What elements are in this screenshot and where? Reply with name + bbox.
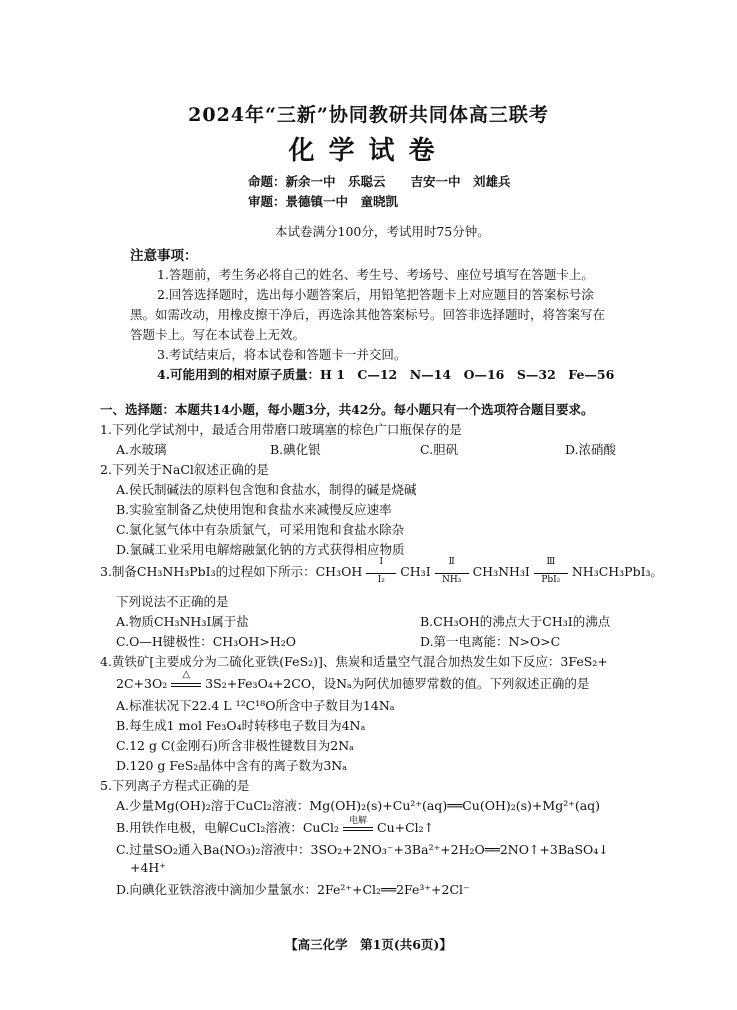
- q1-stem: 1.下列化学试剂中，最适合用带磨口玻璃塞的棕色广口瓶保存的是: [100, 422, 462, 437]
- q4-option-b: B.每生成1 mol Fe₃O₄时转移电子数目为4Nₐ: [116, 718, 366, 733]
- q3-option-c: C.O—H键极性：CH₃OH>H₂O: [116, 634, 296, 649]
- q4-heat-arrow: [171, 669, 201, 687]
- q3-arrow-2: [435, 557, 469, 585]
- q1-option-c: C.胆矾: [420, 442, 459, 457]
- authors-line-1: 命题：新余一中 乐聪云 吉安一中 刘雄兵: [248, 174, 511, 189]
- q1-option-d: D.浓硝酸: [565, 442, 617, 457]
- q3-option-d: D.第一电离能：N>O>C: [420, 634, 561, 649]
- q3-arrow-2-bottom: NH₃: [441, 575, 462, 585]
- q3-arrow-1-top: Ⅰ: [379, 557, 384, 567]
- q4-option-d: D.120 g FeS₂晶体中含有的离子数为3Nₐ: [116, 758, 348, 773]
- q5-option-c-line-2: +4H⁺: [130, 860, 166, 875]
- q5-option-d: D.向碘化亚铁溶液中滴加少量氯水：2Fe²⁺+Cl₂══2Fe³⁺+2Cl⁻: [116, 882, 470, 897]
- q3-stem-text: 3.制备CH₃NH₃PbI₃的过程如下所示：CH₃OH: [100, 564, 363, 579]
- notice-item-4: 4.可能用到的相对原子质量：H 1 C—12 N—14 O—16 S—32 Fe—56: [157, 367, 615, 382]
- q5-electrolysis-arrow: [343, 816, 373, 831]
- q3-arrow-3-bottom: PbI₂: [541, 575, 561, 585]
- notice-item-3: 3.考试结束后，将本试卷和答题卡一并交回。: [157, 347, 407, 362]
- q5-stem: 5.下列离子方程式正确的是: [100, 778, 250, 793]
- notice-heading: 注意事项：: [130, 248, 198, 264]
- subject-title: 化学试卷: [288, 136, 449, 166]
- page-footer: 【高三化学 第1页(共6页)】: [285, 937, 452, 952]
- section-heading: 一、选择题：本题共14小题，每小题3分，共42分。每小题只有一个选项符合题目要求。: [100, 402, 594, 417]
- q3-option-a: A.物质CH₃NH₃I属于盐: [116, 614, 249, 629]
- exam-info: 本试卷满分100分，考试用时75分钟。: [275, 224, 490, 239]
- q4-line-1: 4.黄铁矿[主要成分为二硫化亚铁(FeS₂)]、焦炭和适量空气混合加热发生如下反应：3FeS₂+: [100, 654, 608, 669]
- q4-option-a: A.标准状况下22.4 L ¹²C¹⁸O所含中子数目为14Nₐ: [116, 698, 395, 713]
- notice-item-2a: 2.回答选择题时，选出每小题答案后，用铅笔把答题卡上对应题目的答案标号涂: [157, 287, 594, 302]
- q3-arrow-3: [534, 557, 568, 585]
- q3-end: NH₃CH₃PbI₃。: [571, 564, 664, 579]
- q1-option-a: A.水玻璃: [116, 442, 167, 457]
- q4-line-2b: 3S₂+Fe₃O₄+2CO，设Nₐ为阿伏加德罗常数的值。下列叙述正确的是: [205, 676, 590, 691]
- q2-option-b: B.实验室制备乙炔使用饱和食盐水来减慢反应速率: [116, 502, 392, 517]
- authors-line-2: 审题：景德镇一中 童晓凯: [248, 194, 399, 209]
- q3-arrow-1-bottom: I₂: [377, 575, 385, 585]
- q4-line-2: [116, 669, 590, 692]
- q4-line-2a: 2C+3O₂: [116, 676, 168, 691]
- q2-option-c: C.氯化氢气体中有杂质氯气，可采用饱和食盐水除杂: [116, 522, 405, 537]
- q4-option-c: C.12 g C(金刚石)所含非极性键数目为2Nₐ: [116, 738, 354, 753]
- q5-option-b-pre: B.用铁作电极，电解CuCl₂溶液：CuCl₂: [116, 820, 340, 835]
- q2-option-d: D.氯碱工业采用电解熔融氯化钠的方式获得相应物质: [116, 542, 405, 557]
- q1-option-b: B.碘化银: [270, 442, 321, 457]
- q3-option-b: B.CH₃OH的沸点大于CH₃I的沸点: [420, 614, 611, 629]
- q5-electrolysis-label: 电解: [349, 816, 368, 826]
- q5-option-b-post: Cu+Cl₂↑: [377, 820, 435, 835]
- q3-stem: [100, 557, 664, 585]
- notice-item-1: 1.答题前，考生务必将自己的姓名、考生号、考场号、座位号填写在答题卡上。: [157, 267, 594, 282]
- q5-option-b: [116, 818, 434, 836]
- q3-arrow-2-top: Ⅱ: [448, 557, 455, 567]
- q2-option-a: A.侯氏制碱法的原料包含饱和食盐水，制得的碱是烧碱: [116, 482, 417, 497]
- exam-title: 2024年“三新”协同教研共同体高三联考: [188, 104, 549, 126]
- notice-item-2b: 黑。如需改动，用橡皮擦干净后，再选涂其他答案标号。回答非选择题时，将答案写在: [130, 307, 606, 322]
- q3-mid-1: CH₃I: [400, 564, 431, 579]
- q3-mid-2: CH₃NH₃I: [472, 564, 530, 579]
- q3-arrow-3-top: Ⅲ: [546, 557, 556, 567]
- notice-item-2c: 答题卡上。写在本试卷上无效。: [130, 327, 306, 342]
- q5-option-a: A.少量Mg(OH)₂溶于CuCl₂溶液：Mg(OH)₂(s)+Cu²⁺(aq)══Cu(OH)₂(s)+Mg²⁺(aq): [116, 798, 601, 813]
- q3-sub: 下列说法不正确的是: [116, 594, 229, 609]
- q2-stem: 2.下列关于NaCl叙述正确的是: [100, 462, 269, 477]
- q3-arrow-1: [366, 557, 396, 585]
- q5-option-c-line-1: C.过量SO₂通入Ba(NO₃)₂溶液中：3SO₂+2NO₃⁻+3Ba²⁺+2H₂O══2NO↑+3BaSO₄↓: [116, 842, 609, 857]
- q4-heat-symbol: △: [182, 669, 191, 680]
